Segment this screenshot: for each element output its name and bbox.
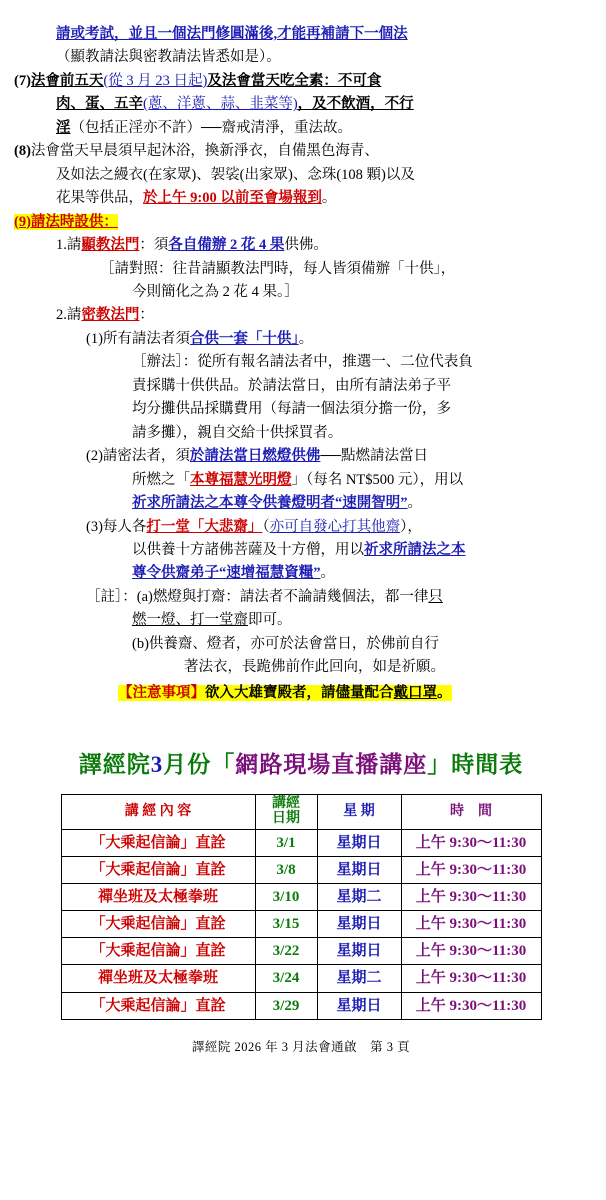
cell-time: 上午 9:30～11:30 bbox=[401, 883, 541, 910]
text-run-emphasis: 於請法當日燃燈供佛 bbox=[189, 448, 321, 465]
text-run: 著法衣，長跪佛前作此回向，如是祈願。 bbox=[184, 659, 445, 676]
paragraph-note-a-line2 bbox=[14, 610, 588, 631]
text-run: ［辦法］：從所有報名請法者中，推選一、二位代表負 bbox=[132, 354, 473, 371]
paragraph-note-a-line1 bbox=[14, 587, 588, 608]
text-run: ，及不飲酒，不行 bbox=[297, 96, 414, 113]
table-row bbox=[61, 829, 541, 856]
cell-week: 星期二 bbox=[317, 965, 401, 992]
column-header-date-line1: 講經 bbox=[272, 796, 300, 812]
text-run: （包括正淫亦不許） bbox=[70, 119, 201, 136]
list-number: (2) bbox=[86, 448, 103, 465]
text-run: ──齋戒清淨，重法故。 bbox=[201, 119, 353, 136]
text-run: 今則簡化之為 2 花 4 果。］ bbox=[132, 283, 299, 300]
text-run: 供佛。 bbox=[284, 237, 328, 254]
paragraph-sub-2-2-line2 bbox=[14, 470, 588, 491]
paragraph-item-8-line3 bbox=[14, 188, 588, 209]
paragraph-item-7-line3 bbox=[14, 118, 588, 139]
cell-date: 3/1 bbox=[255, 829, 317, 856]
text-run-emphasis: 打一堂「大悲齋」 bbox=[146, 518, 263, 535]
schedule-title bbox=[14, 748, 588, 782]
paragraph-item-7-line1 bbox=[14, 71, 588, 92]
text-run: 法會前五天 bbox=[30, 72, 104, 89]
cell-content: 「大乘起信論」直詮 bbox=[61, 911, 255, 938]
cell-content: 「大乘起信論」直詮 bbox=[61, 856, 255, 883]
schedule-title-part2: 3 bbox=[150, 752, 164, 778]
paragraph-sub-2-3-line3 bbox=[14, 563, 588, 584]
text-run: 即可。 bbox=[248, 612, 292, 629]
table-header-row bbox=[61, 795, 541, 829]
column-header-date bbox=[255, 795, 317, 829]
paragraph-continued-line2 bbox=[14, 47, 588, 68]
notice-text-emphasis: 戴口罩 bbox=[393, 684, 437, 701]
text-run: 花果等供品， bbox=[56, 190, 143, 207]
cell-time: 上午 9:30～11:30 bbox=[401, 965, 541, 992]
text-run: 法會當天早晨須早起沐浴，換新淨衣，自備黑色海青、 bbox=[30, 143, 379, 160]
cell-date: 3/24 bbox=[255, 965, 317, 992]
cell-time: 上午 9:30～11:30 bbox=[401, 911, 541, 938]
text-run-emphasis: 祈求所請法之本尊令供養燈明者“速開智明” bbox=[132, 495, 408, 512]
table-row bbox=[61, 883, 541, 910]
paragraph-sub-2-3-line2 bbox=[14, 540, 588, 561]
text-run: 。 bbox=[320, 565, 335, 582]
paragraph-item-9-title bbox=[14, 212, 588, 233]
cell-content: 禪坐班及太極拳班 bbox=[61, 883, 255, 910]
paragraph-item-8-line1 bbox=[14, 141, 588, 162]
text-run: （顯教請法與密教請法皆悉如是）。 bbox=[56, 49, 281, 66]
highlighted-heading: (9)請法時設供： bbox=[14, 213, 118, 230]
paragraph-item-7-line2 bbox=[14, 94, 588, 115]
cell-date: 3/10 bbox=[255, 883, 317, 910]
list-number: 1. bbox=[56, 237, 67, 254]
text-run: 所燃之「 bbox=[132, 471, 190, 488]
text-run: 責採購十供供品。於請法當日，由所有請法弟子平 bbox=[132, 377, 451, 394]
text-run: ： bbox=[139, 307, 154, 324]
cell-week: 星期日 bbox=[317, 829, 401, 856]
paragraph-sub-2-3 bbox=[14, 517, 588, 538]
cell-date: 3/15 bbox=[255, 911, 317, 938]
column-header-content: 講 經 內 容 bbox=[61, 795, 255, 829]
cell-week: 星期日 bbox=[317, 911, 401, 938]
cell-week: 星期日 bbox=[317, 992, 401, 1019]
cell-date: 3/29 bbox=[255, 992, 317, 1019]
text-run: 以供養十方諸佛菩薩及十方僧，用以 bbox=[132, 541, 364, 558]
schedule-table bbox=[61, 794, 542, 1020]
text-run: 請密法者，須 bbox=[102, 448, 190, 465]
cell-content: 「大乘起信論」直詮 bbox=[61, 938, 255, 965]
text-run: 淫 bbox=[56, 119, 71, 136]
notice-line bbox=[14, 683, 588, 704]
cell-content: 禪坐班及太極拳班 bbox=[61, 965, 255, 992]
notice-text: 欲入大雄寶殿者，請儘量配合 bbox=[205, 684, 394, 701]
item-number-7: (7) bbox=[14, 72, 31, 89]
table-body bbox=[61, 829, 541, 1019]
schedule-title-part1: 譯經院 bbox=[78, 752, 151, 778]
paragraph-sub-1-note2 bbox=[14, 282, 588, 303]
text-run-emphasis: 密教法門 bbox=[81, 307, 140, 324]
text-run-emphasis: 合供一套「十供」 bbox=[189, 330, 299, 347]
notice-text-end: 。 bbox=[437, 684, 452, 701]
page-footer: 譯經院 2026 年 3 月法會通啟 第 3 頁 bbox=[191, 1039, 411, 1054]
table-row bbox=[61, 965, 541, 992]
text-run: ──點燃請法當日 bbox=[320, 448, 428, 465]
text-run: (從 3 月 23 日起) bbox=[103, 72, 208, 89]
text-run: 請或考試，並且一個法門修圓滿後,才能再補請下一個法 bbox=[56, 26, 408, 42]
schedule-title-part4: 網路現場直播講座 bbox=[235, 752, 428, 778]
text-run: 」（每名 NT$500 元），用以 bbox=[291, 471, 464, 488]
list-number: (3) bbox=[86, 518, 103, 535]
text-run: 及法會當天吃全素：不可食 bbox=[207, 72, 382, 89]
paragraph-note-b-line1 bbox=[14, 634, 588, 655]
cell-content: 「大乘起信論」直詮 bbox=[61, 829, 255, 856]
cell-week: 星期日 bbox=[317, 856, 401, 883]
text-run: ：須 bbox=[139, 237, 169, 254]
table-row bbox=[61, 938, 541, 965]
paragraph-sub-2-1-note4 bbox=[14, 423, 588, 444]
text-run: 請多攤），親自交給十供採買者。 bbox=[132, 424, 343, 441]
paragraph-item-8-line2 bbox=[14, 165, 588, 186]
text-run: (蔥、洋蔥、蒜、韭菜等) bbox=[143, 96, 298, 113]
text-run: 及如法之縵衣(在家眾)、袈裟(出家眾)、念珠(108 顆)以及 bbox=[56, 166, 415, 183]
schedule-title-part3: 月份「 bbox=[163, 752, 236, 778]
table-row bbox=[61, 911, 541, 938]
column-header-time: 時 間 bbox=[401, 795, 541, 829]
text-run-emphasis: 燃一燈、打一堂齋 bbox=[132, 612, 248, 629]
text-run: 均分攤供品採購費用（每請一個法須分擔一份，多 bbox=[132, 401, 451, 418]
text-run-emphasis: 於上午 9:00 以前至會場報到 bbox=[143, 190, 322, 207]
cell-week: 星期日 bbox=[317, 938, 401, 965]
cell-date: 3/22 bbox=[255, 938, 317, 965]
text-run: ［請對照：往昔請顯教法門時，每人皆須備辦「十供」， bbox=[100, 260, 456, 277]
text-run: ）， bbox=[400, 518, 422, 535]
text-run-emphasis: 亦可自發心打其他齋 bbox=[269, 518, 401, 535]
text-run: 。 bbox=[407, 495, 422, 512]
text-run-emphasis: 顯教法門 bbox=[81, 237, 140, 254]
text-run: （ bbox=[262, 518, 270, 535]
paragraph-sub-2 bbox=[14, 305, 588, 326]
column-header-week: 星 期 bbox=[317, 795, 401, 829]
text-run: 。 bbox=[321, 190, 337, 207]
text-run-emphasis: 尊令供齋弟子“速增福慧資糧” bbox=[132, 565, 321, 582]
list-number: (1) bbox=[86, 330, 103, 347]
text-run-emphasis: 只 bbox=[428, 588, 443, 605]
text-run-emphasis: 祈求所請法之本 bbox=[364, 541, 466, 558]
table-row bbox=[61, 856, 541, 883]
paragraph-sub-2-1-note2 bbox=[14, 376, 588, 397]
paragraph-sub-1-note1 bbox=[14, 259, 588, 280]
cell-content: 「大乘起信論」直詮 bbox=[61, 992, 255, 1019]
text-run: 請 bbox=[66, 237, 82, 254]
paragraph-sub-2-1-note1 bbox=[14, 352, 588, 373]
list-number: 2. bbox=[56, 307, 67, 324]
item-number-8: (8) bbox=[14, 143, 31, 160]
text-run: 請 bbox=[66, 307, 82, 324]
paragraph-sub-2-2 bbox=[14, 446, 588, 467]
text-run-emphasis: 本尊福慧光明燈 bbox=[190, 471, 292, 488]
cell-time: 上午 9:30～11:30 bbox=[401, 829, 541, 856]
text-run-emphasis: 各自備辦 2 花 4 果 bbox=[168, 237, 285, 254]
cell-week: 星期二 bbox=[317, 883, 401, 910]
paragraph-sub-2-2-line3 bbox=[14, 493, 588, 514]
table-row bbox=[61, 992, 541, 1019]
cell-date: 3/8 bbox=[255, 856, 317, 883]
cell-time: 上午 9:30～11:30 bbox=[401, 856, 541, 883]
schedule-title-part5: 」時間表 bbox=[427, 752, 524, 778]
text-run: 每人各 bbox=[102, 518, 147, 535]
paragraph-sub-1 bbox=[14, 235, 588, 256]
column-header-date-line2: 日期 bbox=[272, 810, 300, 826]
text-run: 肉、蛋、五辛 bbox=[56, 96, 143, 113]
paragraph-sub-2-1-note3 bbox=[14, 399, 588, 420]
cell-time: 上午 9:30～11:30 bbox=[401, 992, 541, 1019]
text-run: 所有請法者須 bbox=[102, 330, 190, 347]
text-run: (b)供養齋、燈者，亦可於法會當日，於佛前自行 bbox=[132, 635, 439, 652]
paragraph-sub-2-1 bbox=[14, 329, 588, 350]
text-run: ［註］：(a)燃燈與打齋：請法者不論請幾個法，都一律 bbox=[86, 588, 429, 605]
notice-label: 【注意事項】 bbox=[118, 684, 205, 701]
paragraph-continued bbox=[14, 24, 588, 45]
paragraph-note-b-line2 bbox=[14, 657, 588, 678]
text-run: 。 bbox=[298, 330, 314, 347]
cell-time: 上午 9:30～11:30 bbox=[401, 938, 541, 965]
